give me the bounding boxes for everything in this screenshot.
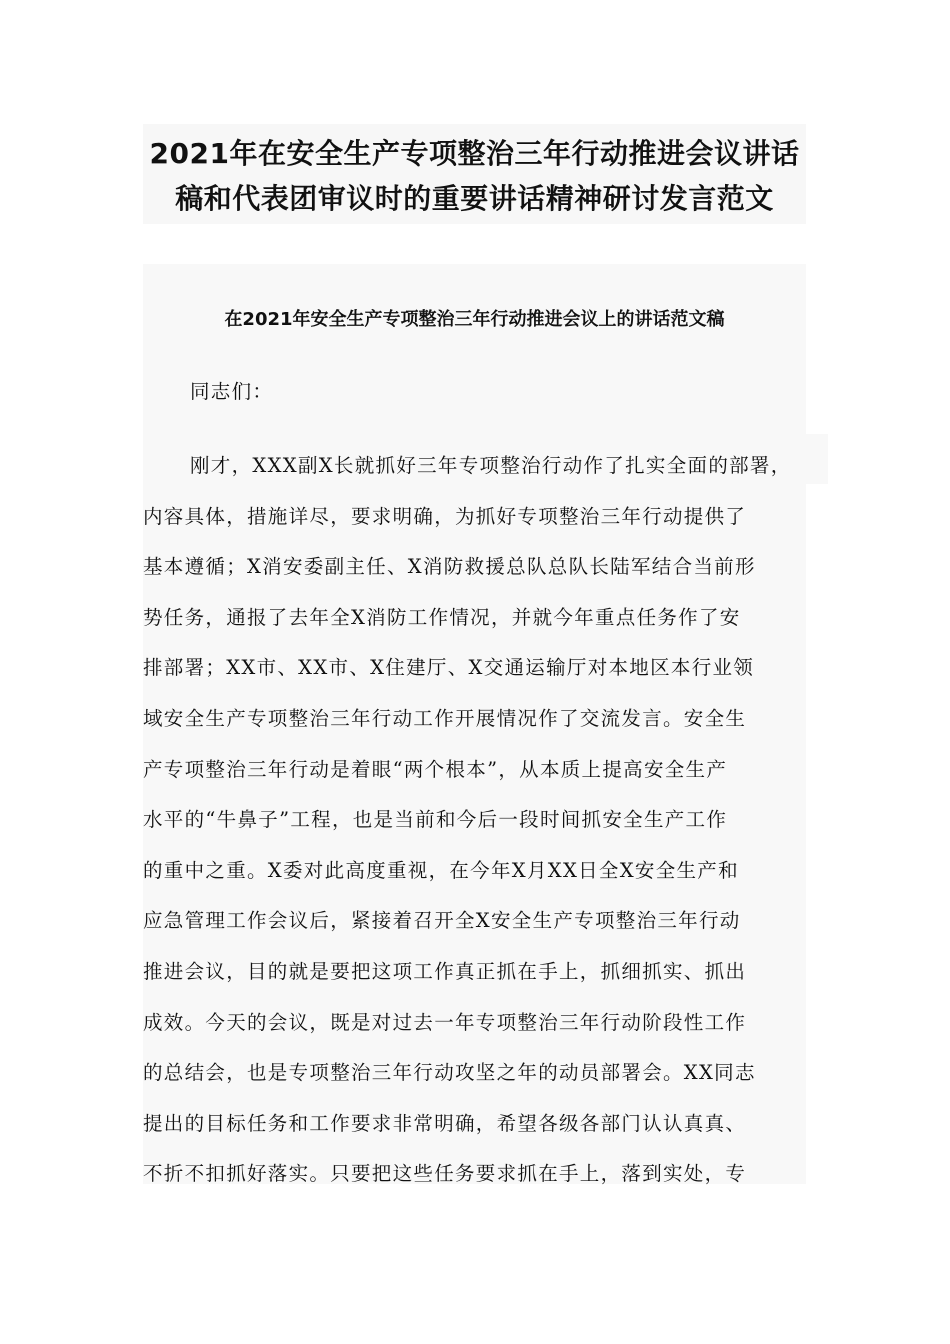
salutation: 同志们： [190,380,274,403]
body-text-line: 推进会议，目的就是要把这项工作真正抓在手上，抓细抓实、抓出 [143,960,747,983]
body-text-line: 的重中之重。X委对此高度重视，在今年X月XX日全X安全生产和 [143,858,739,882]
body-background-notch [806,434,828,484]
body-text-line: 产专项整治三年行动是着眼“两个根本”，从本质上提高安全生产 [143,757,728,781]
document-title-line-1: 2021年在安全生产专项整治三年行动推进会议讲话 [149,137,800,170]
body-text-line: 提出的目标任务和工作要求非常明确，希望各级各部门认认真真、 [143,1111,747,1135]
document-title-line-2: 稿和代表团审议时的重要讲话精神研讨发言范文 [175,182,774,215]
body-text-line: 不折不扣抓好落实。只要把这些任务要求抓在手上，落到实处，专 [143,1162,747,1186]
body-text-line: 成效。今天的会议，既是对过去一年专项整治三年行动阶段性工作 [143,1010,747,1034]
body-text-line: 内容具体，措施详尽，要求明确，为抓好专项整治三年行动提供了 [143,504,747,528]
body-text-line: 的总结会，也是专项整治三年行动攻坚之年的动员部署会。XX同志 [143,1061,756,1085]
body-text-line: 势任务，通报了去年全X消防工作情况，并就今年重点任务作了安 [143,605,741,629]
speech-subtitle: 在2021年安全生产专项整治三年行动推进会议上的讲话范文稿 [224,309,725,330]
body-text-line: 应急管理工作会议后，紧接着召开全X安全生产专项整治三年行动 [143,909,741,933]
body-text-line: 域安全生产专项整治三年行动工作开展情况作了交流发言。安全生 [143,707,747,730]
body-text-line: 刚才，XXX副X长就抓好三年专项整治行动作了扎实全面的部署， [190,454,792,477]
body-text-line: 水平的“牛鼻子”工程，也是当前和今后一段时间抓安全生产工作 [143,808,728,832]
body-text-line: 基本遵循；X消安委副主任、X消防救援总队总队长陆军结合当前形 [143,555,756,579]
body-text-line: 排部署；XX市、XX市、X住建厅、X交通运输厅对本地区本行业领 [143,656,755,680]
